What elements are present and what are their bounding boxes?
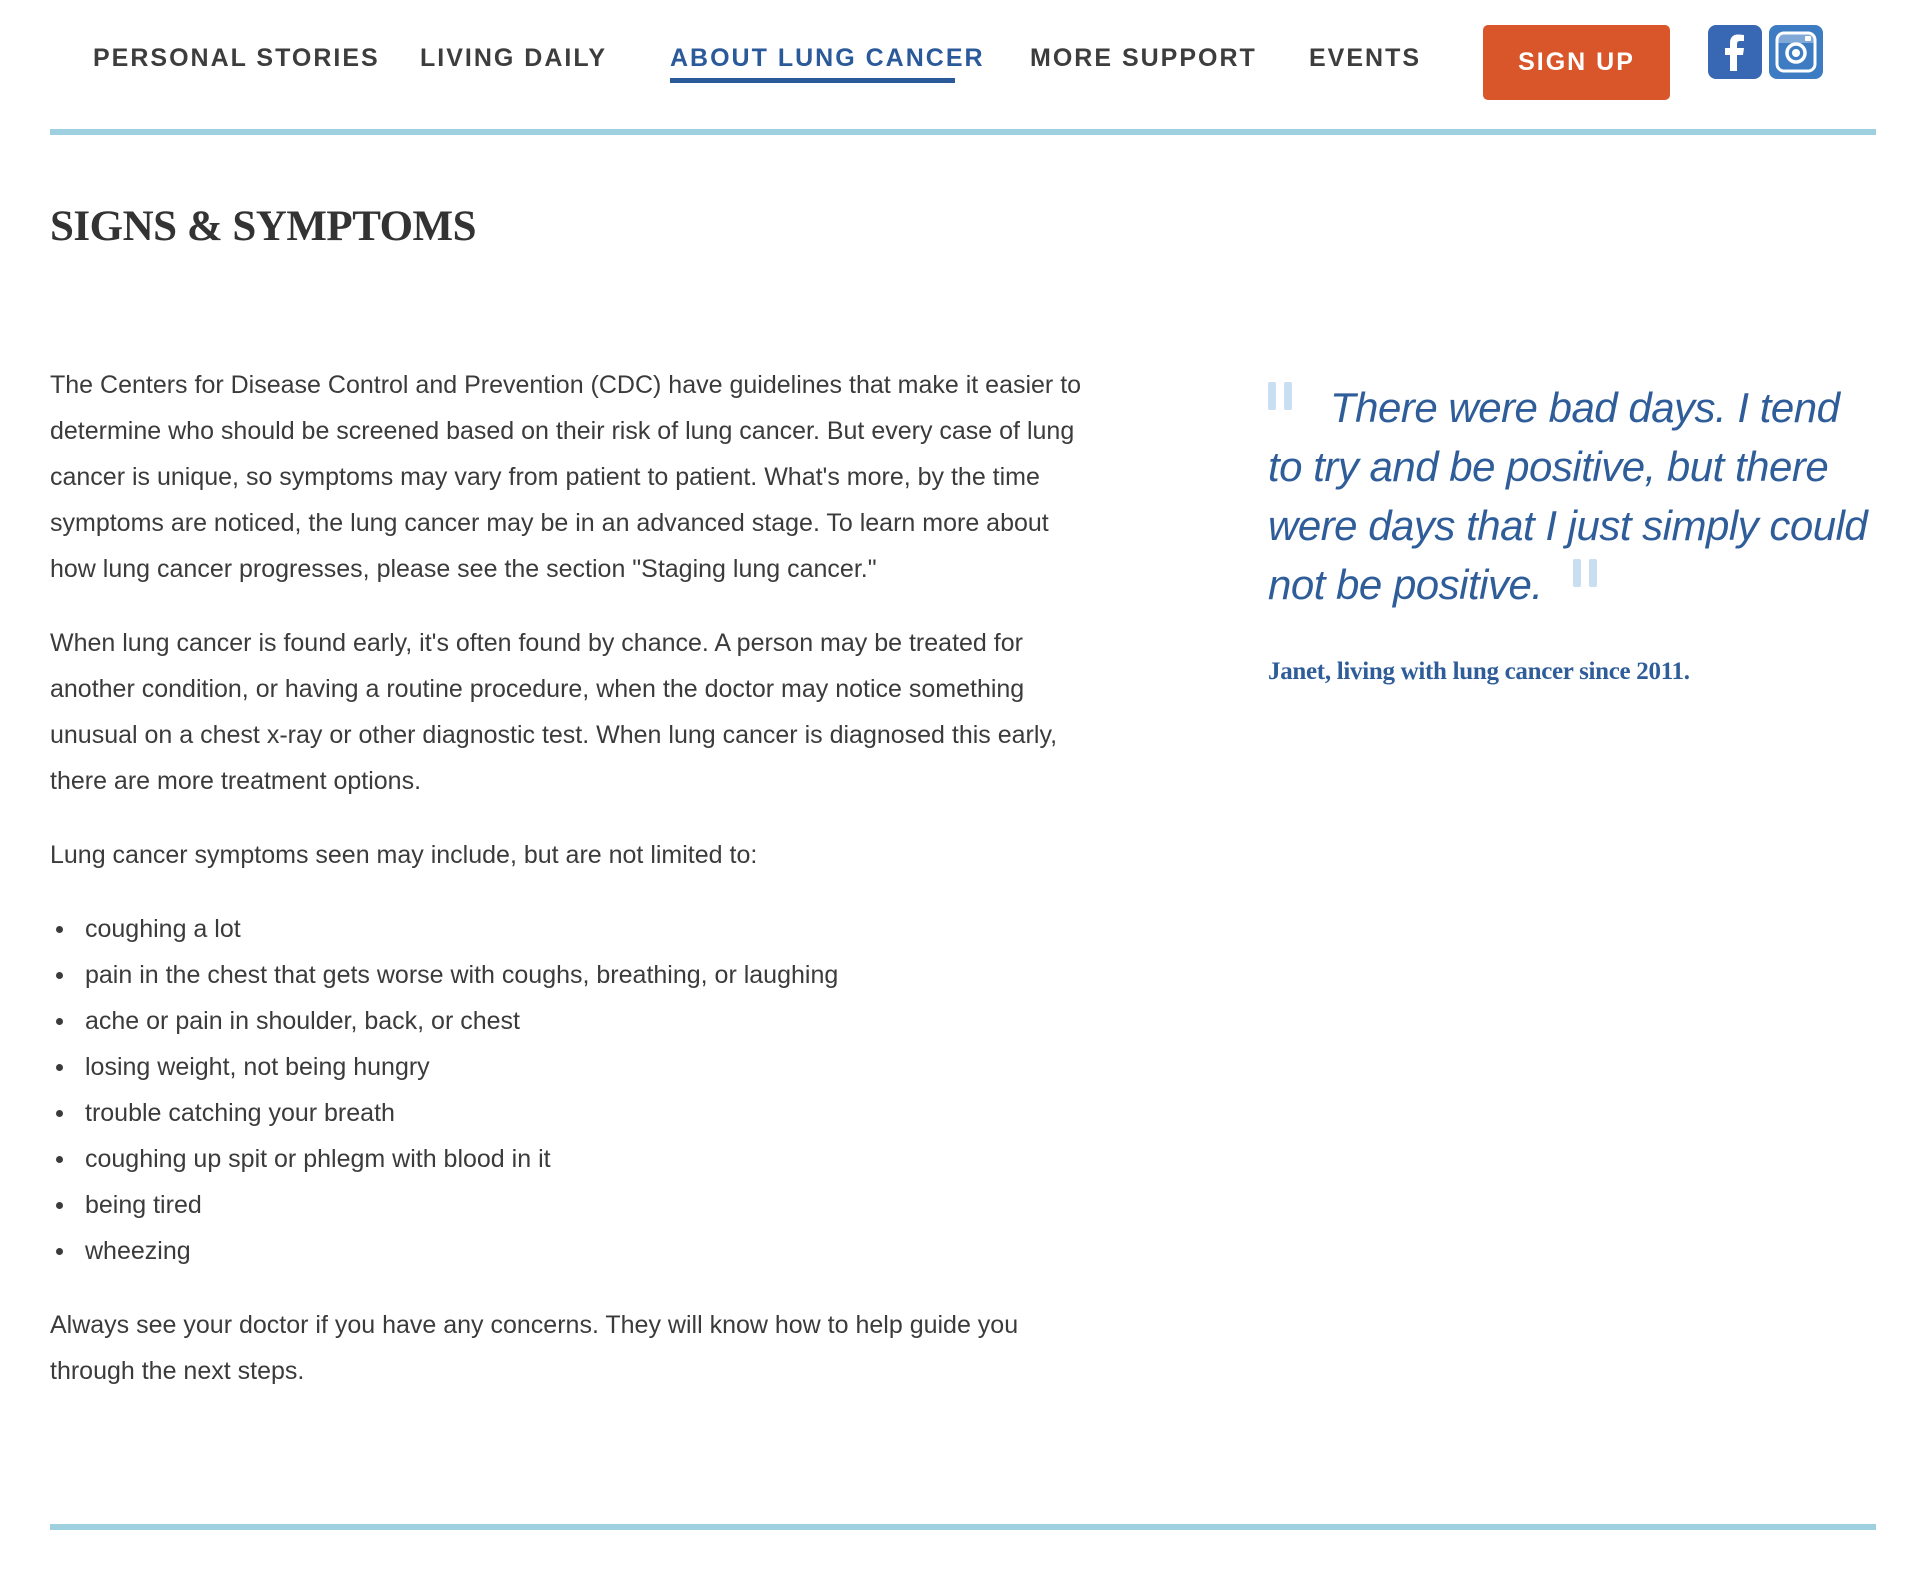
pull-quote (1268, 378, 1880, 686)
paragraph-closing: Always see your doctor if you have any concerns. They will know how to help guide you through the next steps. (50, 1311, 1019, 1385)
list-item: losing weight, not being hungry (50, 1044, 1090, 1090)
article-body (50, 362, 1090, 1422)
paragraph-found-early: When lung cancer is found early, it's often found by chance. A person may be treated for another condition, or having a routine procedure, when the doctor may notice something unusual on a chest x-ray or other diagnostic test. When lung cancer is diagnosed this early, there are more treatment options. (50, 629, 1058, 795)
facebook-icon[interactable] (1708, 25, 1762, 79)
open-quote-icon (1268, 378, 1298, 408)
quote-block (1268, 378, 1880, 614)
nav-item-more-support[interactable]: MORE SUPPORT (1030, 44, 1257, 72)
paragraph-cdc-guidelines: The Centers for Disease Control and Prevention (CDC) have guidelines that make it easier to determine who should be screened based on their risk of lung cancer. But every case of lung cancer is unique, so symptoms may vary from patient to patient. What's more, by the time symptoms are noticed, the lung cancer may be in an advanced stage. To learn more about how lung cancer progresses, please see the section "Staging lung cancer." (50, 371, 1082, 583)
list-item: trouble catching your breath (50, 1090, 1090, 1136)
quote-text: There were bad days. I tend to try and be positive, but there were days that I just simply could not be positive. (1268, 384, 1868, 608)
quote-attribution: Janet, living with lung cancer since 2011. (1268, 658, 1690, 685)
nav-item-living-daily[interactable]: LIVING DAILY (420, 44, 607, 72)
footer-divider (50, 1524, 1876, 1530)
sign-up-button[interactable]: SIGN UP (1483, 25, 1670, 100)
close-quote-icon (1573, 555, 1603, 585)
list-item: wheezing (50, 1228, 1090, 1274)
nav-item-events[interactable]: EVENTS (1309, 44, 1422, 72)
symptoms-list (50, 906, 1090, 1274)
list-item: coughing up spit or phlegm with blood in it (50, 1136, 1090, 1182)
instagram-icon[interactable] (1769, 25, 1823, 79)
header-divider (50, 129, 1876, 135)
nav-item-personal-stories[interactable]: PERSONAL STORIES (93, 44, 380, 72)
list-item: being tired (50, 1182, 1090, 1228)
list-item: ache or pain in shoulder, back, or chest (50, 998, 1090, 1044)
list-item: pain in the chest that gets worse with coughs, breathing, or laughing (50, 952, 1090, 998)
nav-item-about-lung-cancer[interactable]: ABOUT LUNG CANCER (670, 44, 985, 72)
main-nav (0, 0, 1926, 132)
list-item: coughing a lot (50, 906, 1090, 952)
paragraph-symptoms-intro: Lung cancer symptoms seen may include, but are not limited to: (50, 841, 758, 869)
page-title: SIGNS & SYMPTOMS (50, 203, 477, 250)
active-nav-indicator (670, 78, 955, 83)
